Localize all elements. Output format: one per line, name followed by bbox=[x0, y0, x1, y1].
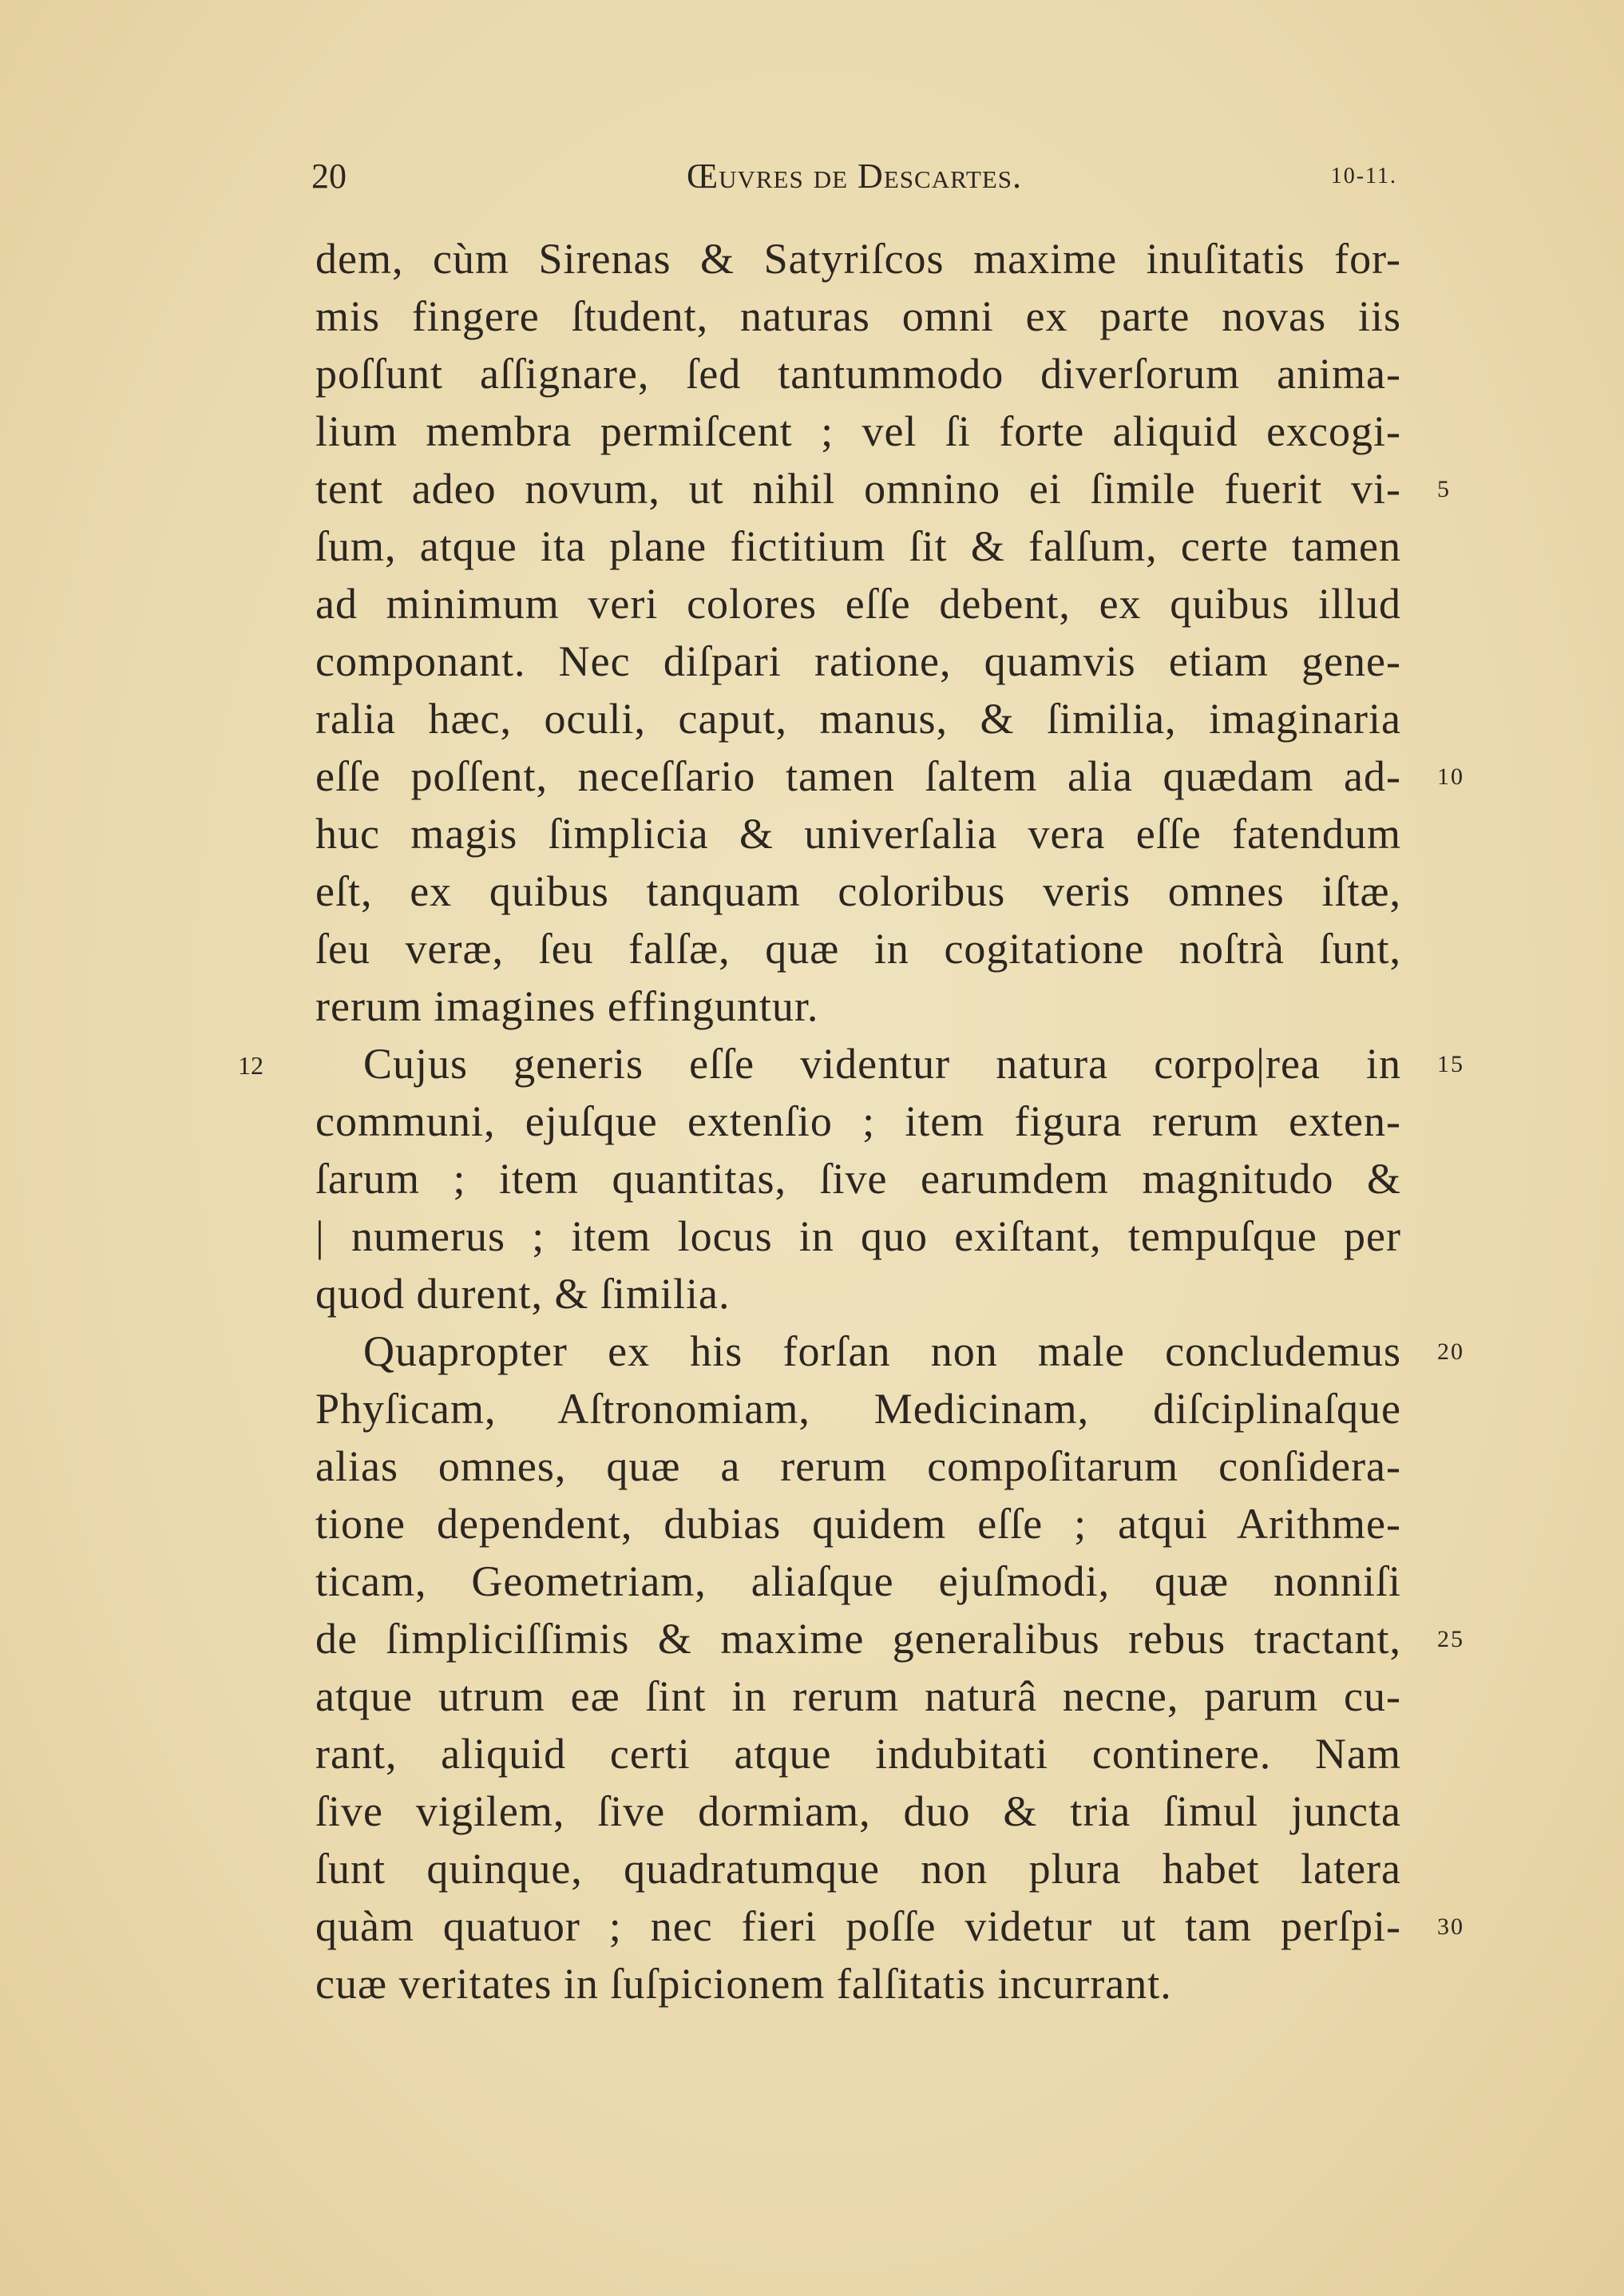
text-line: Cujus generis eſſe videntur natura corpo|rea in bbox=[363, 1040, 1401, 1088]
text-line: poſſunt aſſignare, ſed tantummodo diverſorum anima- bbox=[315, 350, 1401, 398]
text-line: alias omnes, quæ a rerum compoſitarum conſidera- bbox=[315, 1442, 1401, 1490]
text-line: ſunt quinque, quadratumque non plura habet latera bbox=[315, 1845, 1401, 1893]
line-number: 15 bbox=[1437, 1051, 1464, 1077]
text-line: tione dependent, dubias quidem eſſe ; atqui Arithme- bbox=[315, 1500, 1401, 1548]
edition-page-marker: 12 bbox=[238, 1051, 263, 1080]
line-number: 30 bbox=[1437, 1913, 1464, 1940]
text-line: componant. Nec diſpari ratione, quamvis etiam gene- bbox=[315, 637, 1401, 685]
line-number: 5 bbox=[1437, 476, 1451, 502]
page-reference: 10-11. bbox=[1330, 164, 1397, 188]
running-title: Œuvres de Descartes. bbox=[686, 157, 1023, 196]
text-line: ralia hæc, oculi, caput, manus, & ſimilia, imaginaria bbox=[315, 695, 1401, 743]
text-line: dem, cùm Sirenas & Satyriſcos maxime inuſitatis for- bbox=[315, 235, 1401, 283]
text-line: rerum imagines effinguntur. bbox=[315, 982, 819, 1030]
line-number: 20 bbox=[1437, 1338, 1464, 1365]
page-number: 20 bbox=[311, 157, 347, 196]
text-line: eſt, ex quibus tanquam coloribus veris omnes iſtæ, bbox=[315, 867, 1401, 915]
text-line: communi, ejuſque extenſio ; item figura rerum exten- bbox=[315, 1097, 1401, 1145]
text-line: rant, aliquid certi atque indubitati continere. Nam bbox=[315, 1730, 1401, 1778]
text-line: | numerus ; item locus in quo exiſtant, tempuſque per bbox=[315, 1212, 1401, 1260]
text-line: ad minimum veri colores eſſe debent, ex quibus illud bbox=[315, 580, 1401, 628]
text-line: ticam, Geometriam, aliaſque ejuſmodi, quæ nonniſi bbox=[315, 1557, 1401, 1605]
text-line: quod durent, & ſimilia. bbox=[315, 1270, 731, 1318]
text-line: ſum, atque ita plane fictitium ſit & falſum, certe tamen bbox=[315, 522, 1401, 570]
line-number: 25 bbox=[1437, 1626, 1464, 1652]
line-number: 10 bbox=[1437, 763, 1464, 790]
text-line: huc magis ſimplicia & univerſalia vera eſſe fatendum bbox=[315, 810, 1401, 858]
text-line: eſſe poſſent, neceſſario tamen ſaltem alia quædam ad- bbox=[315, 752, 1401, 800]
text-line: tent adeo novum, ut nihil omnino ei ſimile fuerit vi- bbox=[315, 465, 1401, 513]
text-line: quàm quatuor ; nec fieri poſſe videtur ut tam perſpi- bbox=[315, 1902, 1401, 1950]
text-line: Quapropter ex his forſan non male concludemus bbox=[363, 1327, 1401, 1375]
running-header bbox=[311, 156, 1397, 212]
text-line: ſive vigilem, ſive dormiam, duo & tria ſimul juncta bbox=[315, 1787, 1401, 1835]
text-line: mis fingere ſtudent, naturas omni ex parte novas iis bbox=[315, 292, 1401, 340]
text-line: atque utrum eæ ſint in rerum naturâ necne, parum cu- bbox=[315, 1672, 1401, 1720]
text-line: Phyſicam, Aſtronomiam, Medicinam, diſciplinaſque bbox=[315, 1385, 1401, 1433]
text-line: lium membra permiſcent ; vel ſi forte aliquid excogi- bbox=[315, 407, 1401, 455]
text-line: de ſimpliciſſimis & maxime generalibus rebus tractant, bbox=[315, 1615, 1401, 1663]
text-line: ſeu veræ, ſeu falſæ, quæ in cogitatione noſtrà ſunt, bbox=[315, 925, 1401, 973]
text-line: ſarum ; item quantitas, ſive earumdem magnitudo & bbox=[315, 1155, 1401, 1203]
text-line: cuæ veritates in ſuſpicionem falſitatis incurrant. bbox=[315, 1960, 1172, 2008]
